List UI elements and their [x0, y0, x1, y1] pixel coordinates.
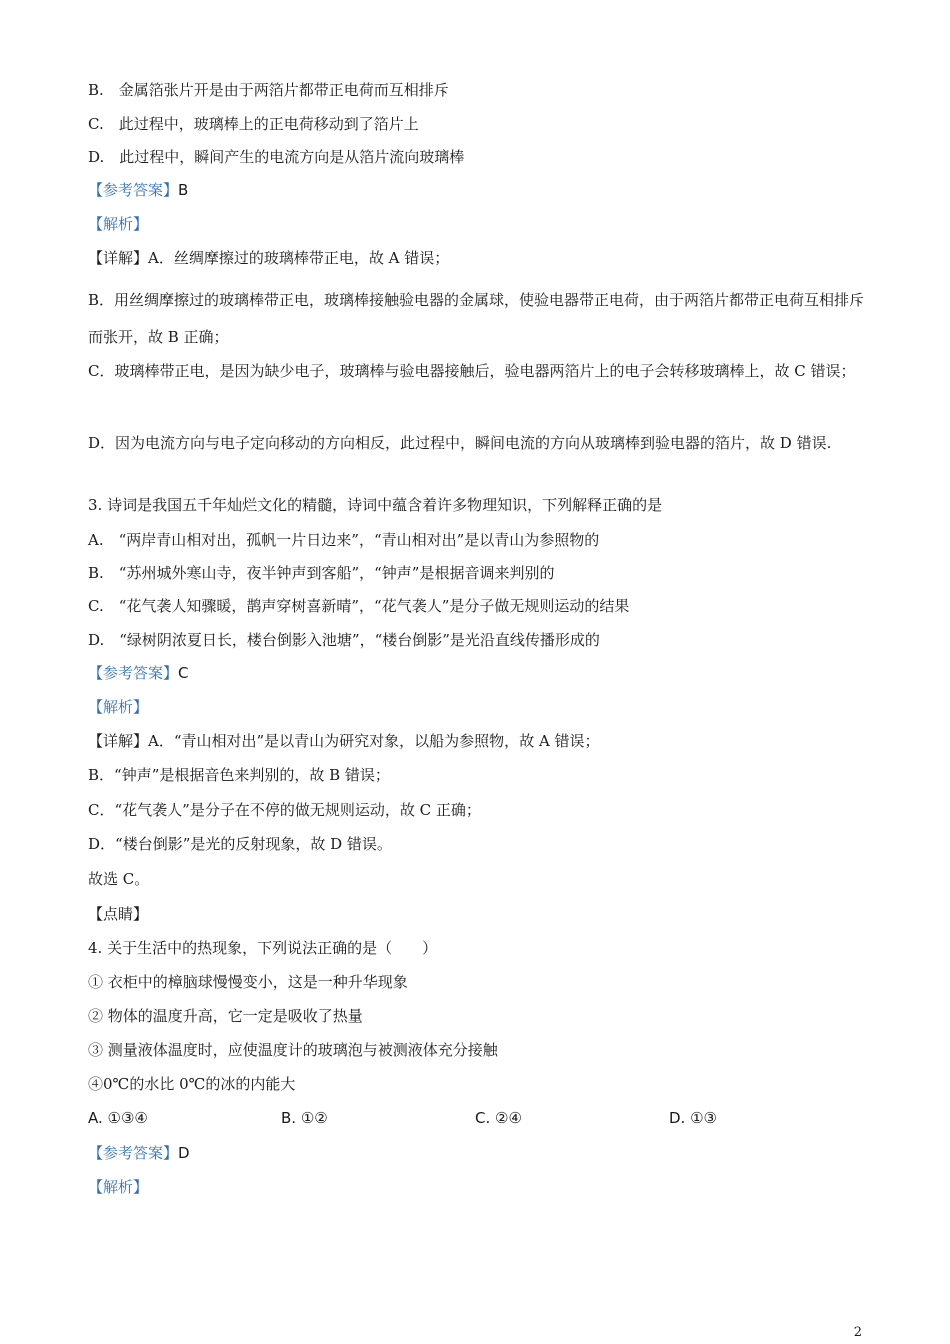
q4-statement-4: ④0℃的水比 0℃的冰的内能大 [88, 1075, 296, 1093]
comment-tag: 【点睛】 [88, 905, 149, 923]
q2-detail-d: D．因为电流方向与电子定向移动的方向相反，此过程中，瞬间电流的方向从玻璃棒到验电器的箔片，故 D 错误. [88, 434, 832, 452]
q3-detail-d: D．“楼台倒影”是光的反射现象，故 D 错误。 [88, 835, 392, 853]
answer-tag: 【参考答案】 [88, 664, 179, 682]
answer-tag: 【参考答案】 [88, 181, 179, 199]
q2-detail-a [88, 248, 449, 268]
answer-tag: 【参考答案】 [88, 1144, 179, 1162]
detail-text: A．丝绸摩擦过的玻璃棒带正电，故 A 错误； [148, 249, 450, 267]
q4-statement-3: ③ 测量液体温度时，应使温度计的玻璃泡与被测液体充分接触 [88, 1041, 498, 1059]
q4-choice-c: C. ②④ [475, 1109, 522, 1127]
q3-detail-c: C．“花气袭人”是分子在不停的做无规则运动，故 C 正确； [88, 801, 481, 819]
q4-answer-line [88, 1143, 190, 1163]
q4-stem: 4. 关于生活中的热现象，下列说法正确的是（ ） [88, 939, 438, 957]
q3-option-b: B. “苏州城外寒山寺，夜半钟声到客船”，“钟声”是根据音调来判别的 [88, 564, 555, 582]
q2-detail-b: B．用丝绸摩擦过的玻璃棒带正电，玻璃棒接触验电器的金属球，使验电器带正电荷，由于两箔片都带正电荷互相排斥而张开，故 B 正确； [88, 291, 865, 346]
detail-tag: 【详解】 [88, 732, 149, 750]
detail-tag: 【详解】 [88, 249, 149, 267]
q4-choice-b: B. ①② [281, 1109, 328, 1127]
analysis-tag: 【解析】 [88, 215, 149, 233]
q3-conclusion: 故选 C。 [88, 870, 150, 888]
q3-stem: 3. 诗词是我国五千年灿烂文化的精髓，诗词中蕴含着许多物理知识，下列解释正确的是 [88, 496, 663, 514]
q2-answer-line [88, 180, 188, 200]
analysis-tag: 【解析】 [88, 698, 149, 716]
q4-statement-1: ① 衣柜中的樟脑球慢慢变小，这是一种升华现象 [88, 973, 408, 991]
q3-option-c: C. “花气袭人知骤暖，鹊声穿树喜新晴”，“花气袭人”是分子做无规则运动的结果 [88, 597, 630, 615]
q4-statement-2: ② 物体的温度升高，它一定是吸收了热量 [88, 1007, 363, 1025]
q2-option-c: C. 此过程中，玻璃棒上的正电荷移动到了箔片上 [88, 115, 419, 133]
page-number: 2 [853, 1325, 862, 1340]
q3-option-a: A. “两岸青山相对出，孤帆一片日边来”，“青山相对出”是以青山为参照物的 [88, 531, 600, 549]
detail-text: A．“青山相对出”是以青山为研究对象，以船为参照物，故 A 错误； [148, 732, 600, 750]
q3-detail-a [88, 731, 600, 751]
q2-option-b: B. 金属箔张片开是由于两箔片都带正电荷而互相排斥 [88, 81, 449, 99]
analysis-tag: 【解析】 [88, 1178, 149, 1196]
q4-choice-d: D. ①③ [669, 1109, 717, 1127]
q2-detail-c: C．玻璃棒带正电，是因为缺少电子，玻璃棒与验电器接触后，验电器两箔片上的电子会转移玻璃棒上，故 C 错误； [88, 362, 856, 380]
q3-detail-b: B．“钟声”是根据音色来判别的，故 B 错误； [88, 766, 390, 784]
q3-option-d: D. “绿树阴浓夏日长，楼台倒影入池塘”，“楼台倒影”是光沿直线传播形成的 [88, 631, 600, 649]
q4-choice-a: A. ①③④ [88, 1109, 148, 1127]
q3-answer-line [88, 663, 189, 683]
answer-value: D [178, 1144, 190, 1162]
q2-option-d: D. 此过程中，瞬间产生的电流方向是从箔片流向玻璃棒 [88, 148, 465, 166]
answer-value: B [178, 181, 189, 199]
answer-value: C [178, 664, 189, 682]
